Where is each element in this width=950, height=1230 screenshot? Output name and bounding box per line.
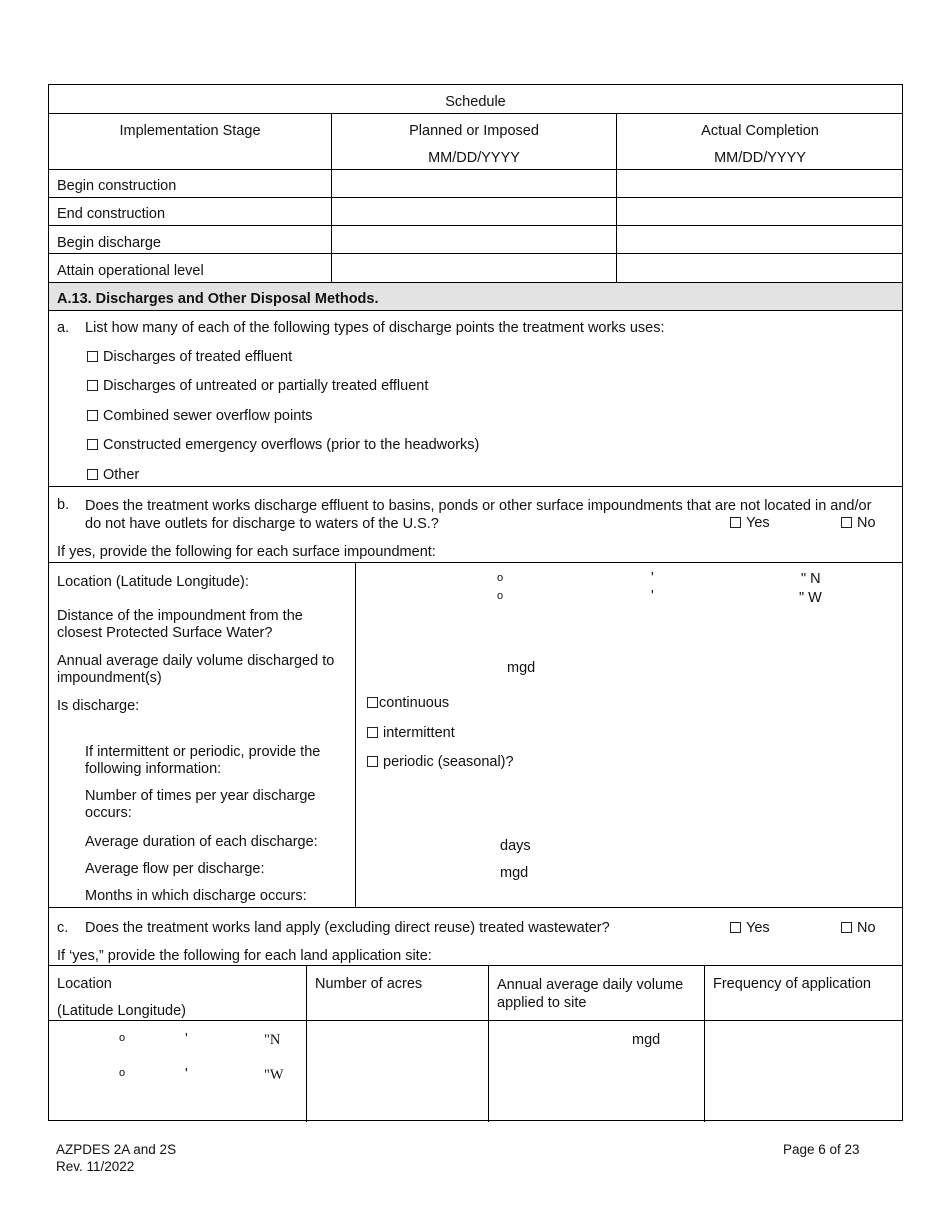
land-col-frequency: Frequency of application: [713, 976, 871, 992]
schedule-row-label: Begin discharge: [57, 235, 161, 251]
question-b-marker: b.: [57, 497, 70, 513]
impoundment-volume-label: Annual average daily volume discharged to impoundment(s): [57, 653, 335, 686]
schedule-row-label: Begin construction: [57, 178, 177, 194]
flow-label: Average flow per discharge:: [85, 861, 265, 877]
question-a-text: List how many of each of the following types of discharge points the treatment works uses:: [85, 320, 665, 336]
divider: [49, 310, 902, 311]
checkbox-icon[interactable]: [87, 439, 98, 450]
checkbox-icon[interactable]: [367, 756, 378, 767]
land-acres-field[interactable]: [307, 1021, 488, 1121]
land-col-acres: Number of acres: [315, 976, 423, 992]
section-a13-title: A.13. Discharges and Other Disposal Methods.: [57, 291, 379, 307]
divider: [49, 562, 902, 563]
begin-discharge-actual-field[interactable]: [617, 226, 902, 253]
col-header-planned: Planned or Imposed: [409, 123, 539, 139]
checkbox-icon[interactable]: [841, 922, 852, 933]
question-b-followup: If yes, provide the following for each surface impoundment:: [57, 544, 436, 560]
checkbox-icon[interactable]: [87, 380, 98, 391]
col-header-actual: Actual Completion: [701, 123, 819, 139]
checkbox-icon[interactable]: [367, 697, 378, 708]
seconds-north-label: " N: [801, 571, 821, 587]
checkbox-icon[interactable]: [87, 410, 98, 421]
question-b-yes[interactable]: Yes: [730, 515, 770, 532]
minute-symbol: ': [651, 570, 654, 586]
checkbox-icon[interactable]: [841, 517, 852, 528]
checkbox-icon[interactable]: [730, 517, 741, 528]
question-c-marker: c.: [57, 920, 69, 936]
schedule-row-label: End construction: [57, 206, 166, 222]
footer-revision: Rev. 11/2022: [56, 1159, 135, 1174]
checkbox-icon[interactable]: [87, 351, 98, 362]
operational-level-planned-field[interactable]: [332, 254, 616, 282]
col-header-planned-format: MM/DD/YYYY: [428, 150, 520, 166]
begin-construction-planned-field[interactable]: [332, 170, 616, 197]
col-header-stage: Implementation Stage: [119, 123, 261, 139]
footer-form-id: AZPDES 2A and 2S: [56, 1142, 177, 1157]
land-seconds-west: "W: [264, 1067, 284, 1083]
begin-construction-actual-field[interactable]: [617, 170, 902, 197]
minute-symbol: ': [185, 1066, 188, 1082]
degree-symbol: o: [119, 1067, 126, 1079]
seconds-west-label: " W: [799, 590, 822, 606]
schedule-title: Schedule: [445, 94, 506, 110]
option-untreated-effluent[interactable]: Discharges of untreated or partially treated effluent: [87, 378, 428, 395]
land-col-location: Location: [57, 976, 112, 992]
intermittent-label: If intermittent or periodic, provide the following information:: [85, 744, 321, 777]
checkbox-icon[interactable]: [367, 727, 378, 738]
land-seconds-north: "N: [264, 1032, 281, 1048]
degree-symbol: o: [119, 1032, 126, 1044]
checkbox-icon[interactable]: [730, 922, 741, 933]
is-discharge-label: Is discharge:: [57, 698, 140, 714]
col-header-actual-format: MM/DD/YYYY: [714, 150, 806, 166]
degree-symbol: o: [497, 572, 504, 584]
divider: [49, 113, 902, 114]
times-per-year-label: Number of times per year discharge occurs:: [85, 788, 316, 821]
impoundment-distance-label: Distance of the impoundment from the closest Protected Surface Water?: [57, 608, 303, 641]
begin-discharge-planned-field[interactable]: [332, 226, 616, 253]
question-b-no[interactable]: No: [841, 515, 876, 532]
option-continuous[interactable]: continuous: [367, 695, 449, 712]
minute-symbol: ': [185, 1031, 188, 1047]
option-combined-sewer-overflow[interactable]: Combined sewer overflow points: [87, 408, 313, 425]
divider: [49, 907, 902, 908]
question-c-yes[interactable]: Yes: [730, 920, 770, 937]
schedule-row-label: Attain operational level: [57, 263, 204, 279]
volume-unit: mgd: [507, 660, 536, 676]
divider: [49, 965, 902, 966]
option-treated-effluent[interactable]: Discharges of treated effluent: [87, 349, 292, 366]
end-construction-actual-field[interactable]: [617, 198, 902, 225]
minute-symbol: ': [651, 588, 654, 604]
question-c-no[interactable]: No: [841, 920, 876, 937]
end-construction-planned-field[interactable]: [332, 198, 616, 225]
land-frequency-field[interactable]: [705, 1021, 902, 1121]
land-volume-unit: mgd: [632, 1032, 661, 1048]
question-a-marker: a.: [57, 320, 70, 336]
question-b-text: Does the treatment works discharge effluent to basins, ponds or other surface impoundments that are not located in and/or do not have outlets for discharge to waters of the U.S.?: [85, 498, 872, 532]
degree-symbol: o: [497, 590, 504, 602]
land-col-location-sub: (Latitude Longitude): [57, 1003, 186, 1019]
operational-level-actual-field[interactable]: [617, 254, 902, 282]
option-periodic[interactable]: periodic (seasonal)?: [367, 754, 514, 771]
question-c-text: Does the treatment works land apply (excluding direct reuse) treated wastewater?: [85, 920, 610, 936]
footer-page-number: Page 6 of 23: [783, 1142, 860, 1157]
divider: [49, 282, 902, 283]
months-label: Months in which discharge occurs:: [85, 888, 307, 904]
option-other[interactable]: Other: [87, 467, 139, 484]
flow-unit: mgd: [500, 865, 529, 881]
checkbox-icon[interactable]: [87, 469, 98, 480]
option-intermittent[interactable]: intermittent: [367, 725, 455, 742]
duration-unit: days: [500, 838, 531, 854]
impoundment-location-label: Location (Latitude Longitude):: [57, 574, 249, 590]
duration-label: Average duration of each discharge:: [85, 834, 318, 850]
column-divider: [355, 562, 356, 907]
land-col-volume: Annual average daily volume applied to site: [497, 977, 684, 1011]
divider: [49, 486, 902, 487]
application-form-page: [48, 84, 903, 1121]
column-divider: [488, 965, 489, 1122]
option-emergency-overflows[interactable]: Constructed emergency overflows (prior to the headworks): [87, 437, 479, 454]
question-c-followup: If ‘yes,” provide the following for each land application site:: [57, 948, 432, 964]
